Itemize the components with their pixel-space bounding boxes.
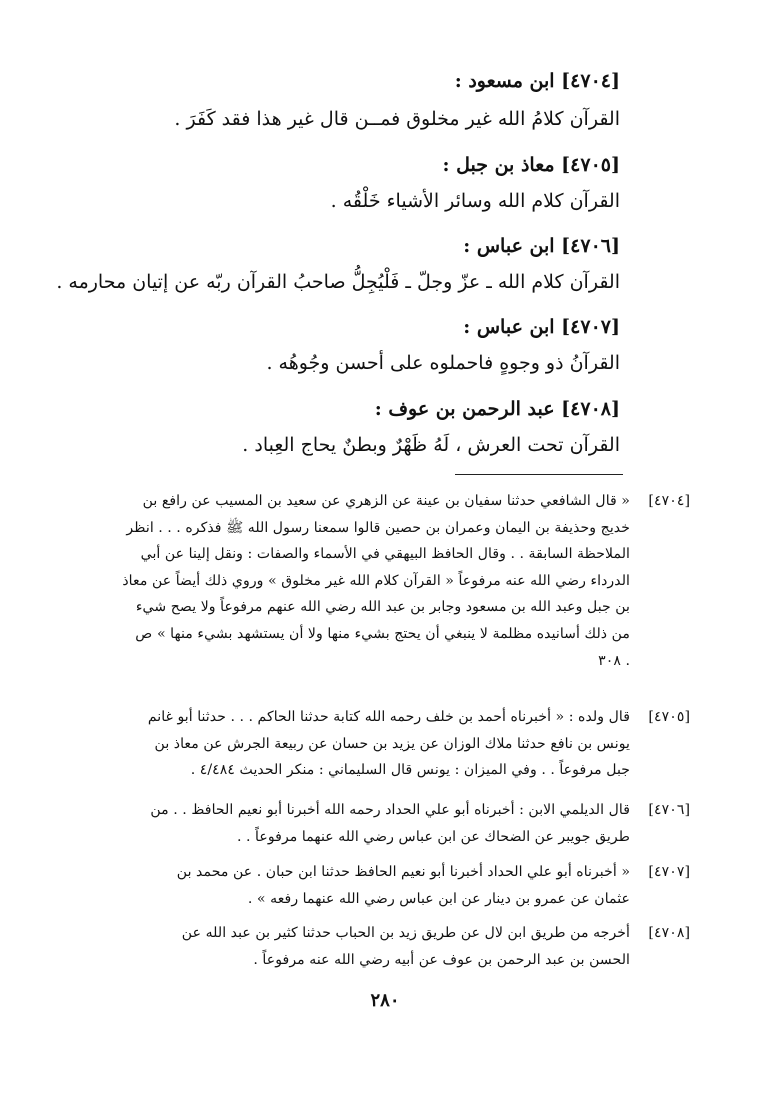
entry-text: القرآن كلام الله ـ عزّ وجلّ ـ فَلْيُجِلُّ صاحبُ القرآن ربّه عن إتيان محارمه .: [56, 271, 620, 293]
footnote-number: [٤٧٠٥]: [648, 709, 690, 725]
entry-4706: [56, 233, 620, 297]
entry-text: القرآن كلامُ الله غير مخلوق فمــن قال غير هذا فقد كَفَرَ .: [174, 108, 620, 130]
entry-text: القرآن كلام الله وسائر الأشياء خَلْقُه .: [330, 190, 620, 212]
footnote-number: [٤٧٠٨]: [648, 925, 690, 941]
footnote-line: قال الديلمي الابن : أخبرناه أبو علي الحداد رحمه الله أخبرنا أبو نعيم الحافظ . . من: [150, 802, 630, 818]
footnote-number: [٤٧٠٧]: [648, 864, 690, 880]
entry-heading: [٤٧٠٥] معاذ بن جبل :: [442, 154, 620, 176]
footnote-line: الملاحظة السابقة . . وقال الحافظ البيهقي في الأسماء والصفات : ونقل إلينا عن أبي: [140, 546, 630, 563]
entry-heading: [٤٧٠٦] ابن عباس :: [463, 235, 620, 257]
footnote-4704: [75, 488, 690, 678]
footnote-line: عثمان عن عمرو بن دينار عن ابن عباس رضي الله عنهما رفعه » .: [247, 890, 630, 907]
footnote-line: . ٣٠٨: [598, 652, 630, 669]
entry-4705: [140, 152, 620, 216]
footnote-line: الدرداء رضي الله عنه مرفوعاً « القرآن كلام الله غير مخلوق » وروي ذلك أيضاً عن معاذ: [122, 572, 630, 589]
footnote-number: [٤٧٠٦]: [648, 802, 690, 818]
footnote-line: من ذلك أسانيده مظلمة لا ينبغي أن يحتج بشيء منها ولا أن يستشهد بشيء منها » ص: [135, 625, 630, 642]
entry-heading: [٤٧٠٤] ابن مسعود :: [454, 70, 620, 92]
footnote-line: أخرجه من طريق ابن لال عن طريق زيد بن الحباب حدثنا كثير بن عبد الله عن: [181, 925, 630, 941]
entry-4704: [140, 68, 620, 134]
entry-heading: [٤٧٠٨] عبد الرحمن بن عوف :: [374, 398, 620, 420]
footnote-line: طريق جويبر عن الضحاك عن ابن عباس رضي الله عنهما مرفوعاً . .: [237, 828, 630, 845]
footnote-4708: [75, 920, 690, 976]
entry-text: القرآنُ ذو وجوهٍ فاحملوه على أحسن وجُوهُه .: [266, 352, 620, 374]
footnote-line: بن جبل وعبد الله بن مسعود وجابر بن عبد الله رضي الله عنهم مرفوعاً ولا يصح شيء: [135, 599, 630, 616]
footnote-line: الحسن بن عبد الرحمن بن عوف عن أبيه رضي الله عنه مرفوعاً .: [253, 951, 630, 968]
footnote-line: « أخبرناه أبو علي الحداد أخبرنا أبو نعيم الحافظ حدثنا ابن حبان . عن محمد بن: [176, 864, 630, 880]
entry-4707: [140, 314, 620, 378]
footnote-number: [٤٧٠٤]: [648, 493, 690, 509]
entry-text: القرآن تحت العرش ، لَهُ ظَهْرٌ وبطنٌ يحاج العِباد .: [242, 434, 620, 456]
entry-heading: [٤٧٠٧] ابن عباس :: [463, 316, 620, 338]
footnote-line: « قال الشافعي حدثنا سفيان بن عينة عن الزهري عن سعيد بن المسيب عن رافع بن: [142, 493, 630, 509]
footnote-line: يونس بن نافع حدثنا ملاك الوزان عن يزيد بن حسان عن ربيعة الجرش عن معاذ بن: [154, 735, 630, 752]
footnote-4705: [75, 704, 690, 788]
footnote-4707: [75, 859, 690, 915]
footnote-line: خديج وحذيفة بن اليمان وعمران بن حصين قالوا سمعنا رسول الله ﷺ فذكره . . . انظر: [126, 519, 630, 536]
footnote-separator: [455, 474, 623, 475]
footnote-4706: [75, 797, 690, 853]
entry-4708: [140, 396, 620, 460]
page-number: ٢٨٠: [370, 990, 400, 1011]
footnote-line: قال ولده : « أخبرناه أحمد بن خلف رحمه الله كتابة حدثنا الحاكم . . . حدثنا أبو غانم: [147, 709, 630, 725]
footnote-line: جبل مرفوعاً . . وفي الميزان : يونس قال السليماني : منكر الحديث ٤/٤٨٤ .: [190, 762, 630, 779]
